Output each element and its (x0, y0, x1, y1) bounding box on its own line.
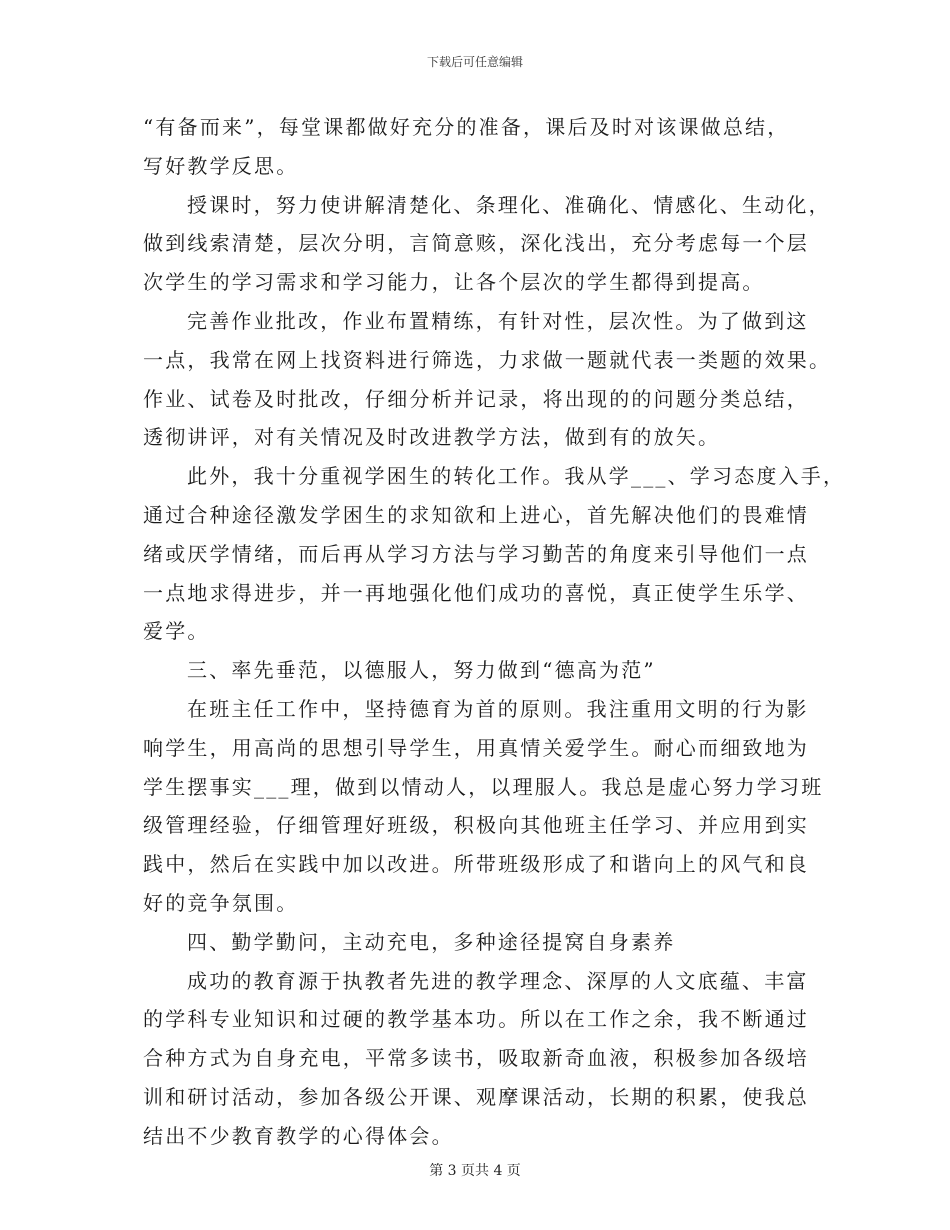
text-line: 一点地求得进步，并一再地强化他们成功的喜悦，真正使学生乐学、 (143, 580, 809, 605)
document-body (143, 108, 846, 1156)
text-line: 授课时，努力使讲解清楚化、条理化、准确化、情感化、生动化， (187, 192, 831, 217)
text-line: 通过合种途径激发学困生的求知欲和上进心，首先解决他们的畏难情 (143, 502, 809, 527)
text-line: 成功的教育源于执教者先进的教学理念、深厚的人文底蕴、丰富 (187, 968, 809, 993)
text-line: 完善作业批改，作业布置精练，有针对性，层次性。为了做到这 (187, 308, 809, 333)
text-line: 写好教学反思。 (143, 153, 299, 178)
page-footer: 第 3 页共 4 页 (429, 1163, 521, 1179)
page-header: 下载后可任意编辑 (426, 55, 523, 69)
text-line: 做到线索清楚，层次分明，言简意赅，深化浅出，充分考虑每一个层 (143, 231, 809, 256)
text-line: 三、率先垂范，以德服人，努力做到“德高为范” (187, 658, 656, 683)
text-line: 学生摆事实___理，做到以情动人，以理服人。我总是虚心努力学习班 (143, 774, 824, 799)
text-line: 训和研讨活动，参加各级公开课、观摩课活动，长期的积累，使我总 (143, 1084, 809, 1109)
text-line: 此外，我十分重视学困生的转化工作。我从学___、学习态度入手， (187, 464, 846, 489)
text-line: 响学生，用高尚的思想引导学生，用真情关爱学生。耐心而细致地为 (143, 735, 809, 760)
text-line: 在班主任工作中，坚持德育为首的原则。我注重用文明的行为影 (187, 696, 809, 721)
text-line: 好的竞争氛围。 (143, 890, 299, 915)
text-line: 四、勤学勤问，主动充电，多种途径提窝自身素养 (187, 929, 676, 954)
text-line: 结出不少教育教学的心得体会。 (143, 1123, 454, 1148)
text-line: 绪或厌学情绪，而后再从学习方法与学习勤苦的角度来引导他们一点 (143, 541, 809, 566)
text-line: “有备而来”，每堂课都做好充分的准备，课后及时对该课做总结， (143, 115, 790, 139)
text-line: 合种方式为自身充电，平常多读书，吸取新奇血液，积极参加各级培 (143, 1046, 809, 1071)
text-line: 一点，我常在网上找资料进行筛选，力求做一题就代表一类题的效果。 (143, 347, 832, 372)
text-line: 作业、试卷及时批改，仔细分析并记录，将出现的的问题分类总结， (143, 386, 809, 411)
text-line: 次学生的学习需求和学习能力，让各个层次的学生都得到提高。 (143, 270, 765, 295)
text-line: 透彻讲评，对有关情况及时改进教学方法，做到有的放矢。 (143, 425, 721, 450)
text-line: 的学科专业知识和过硬的教学基本功。所以在工作之余，我不断通过 (143, 1007, 809, 1032)
text-line: 级管理经验，仔细管理好班级，积极向其他班主任学习、并应用到实 (143, 813, 809, 838)
text-line: 践中，然后在实践中加以改进。所带班级形成了和谐向上的风气和良 (143, 852, 809, 877)
text-line: 爱学。 (143, 619, 210, 644)
